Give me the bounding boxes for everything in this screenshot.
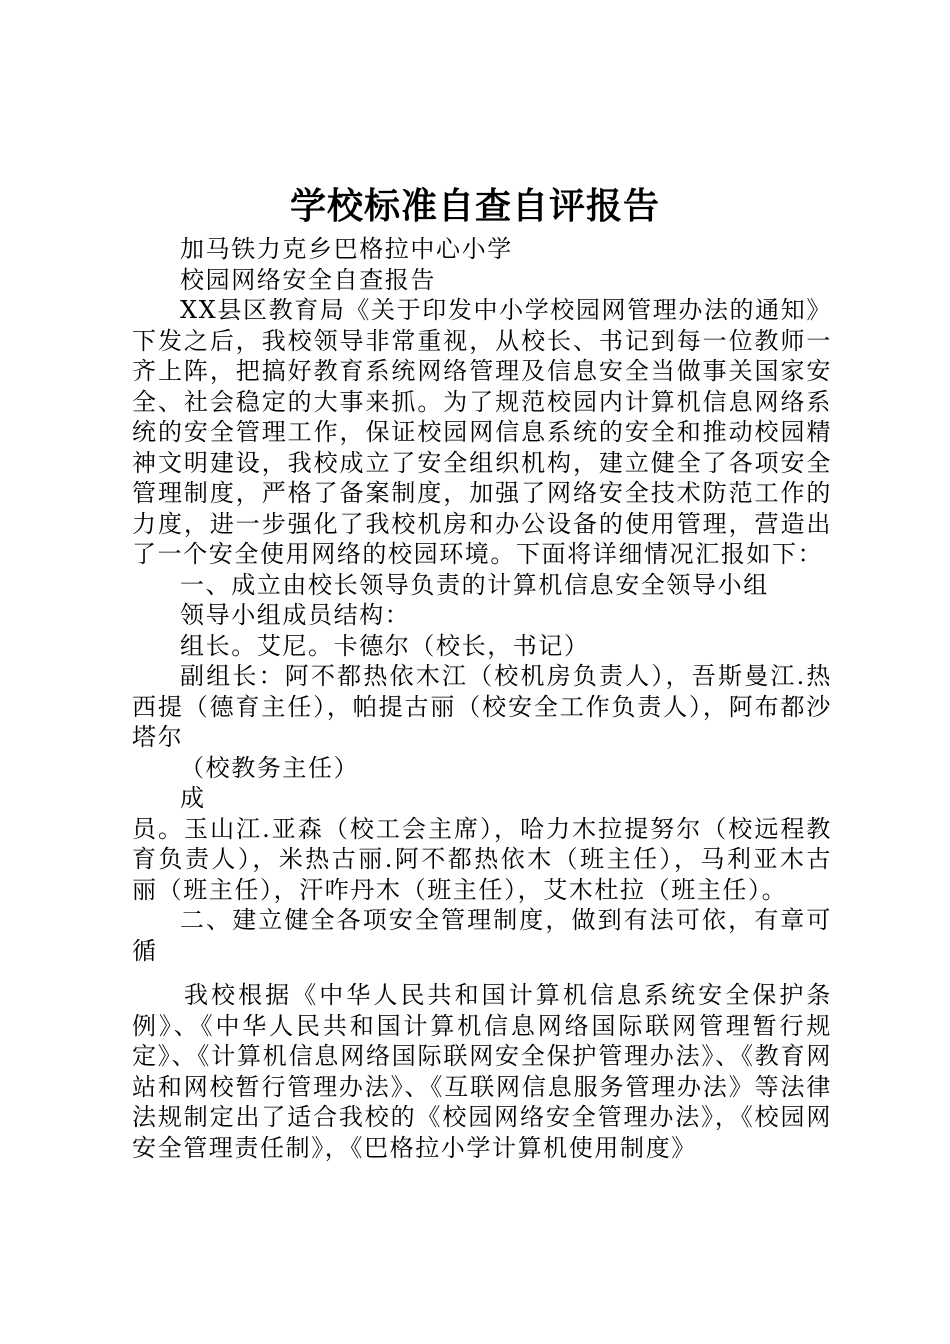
report-subtitle-line: 校园网络安全自查报告 — [180, 265, 436, 294]
members-label-line: 成 — [180, 784, 206, 812]
school-name-line: 加马铁力克乡巴格拉中心小学 — [180, 235, 513, 263]
regulations-paragraph: 我校根据《中华人民共和国计算机信息系统安全保护条例》、《中华人民共和国计算机信息网络国际联网管理暂行规定》、《计算机信息网络国际联网安全保护管理办法》、《教育网站和网校暂行管理办法》、《互联网信息服务管理办法》等法律法规制定出了适合我校的《校园网络安全管理办法》，《校园网安全管理责任制》，《巴格拉小学计算机使用制度》 — [132, 981, 832, 1162]
deputy-leader-paragraph: 副组长：阿不都热依木江（校机房负责人），吾斯曼江.热西提（德育主任），帕提古丽（校安全工作负责人），阿布都沙塔尔 — [132, 662, 832, 751]
section-two-heading: 二、建立健全各项安全管理制度，做到有法可依，有章可循 — [132, 906, 832, 965]
document-title: 学校标准自查自评报告 — [289, 186, 660, 227]
document-body — [132, 234, 832, 1163]
group-leader-line: 组长。艾尼。卡德尔（校长，书记） — [180, 631, 590, 660]
deputy-role-line: （校教务主任） — [180, 753, 360, 782]
members-paragraph: 员。玉山江.亚森（校工会主席），哈力木拉提努尔（校远程教育负责人），米热古丽.阿不都热依木（班主任），马利亚木古丽（班主任），汗咋丹木（班主任），艾木杜拉（班主任）。 — [132, 814, 832, 904]
section-one-heading: 一、成立由校长领导负责的计算机信息安全领导小组 — [180, 570, 769, 599]
group-structure-line: 领导小组成员结构： — [180, 601, 411, 629]
intro-paragraph: XX县区教育局《关于印发中小学校园网管理办法的通知》下发之后，我校领导非常重视，从校长、书记到每一位教师一齐上阵，把搞好教育系统网络管理及信息安全当做事关国家安全、社会稳定的大事来抓。为了规范校园内计算机信息网络系统的安全管理工作，保证校园网信息系统的安全和推动校园精神文明建设，我校成立了安全组织机构，建立健全了各项安全管理制度，严格了备案制度，加强了网络安全技术防范工作的力度，进一步强化了我校机房和办公设备的使用管理，营造出了一个安全使用网络的校园环境。下面将详细情况汇报如下： — [132, 296, 832, 568]
